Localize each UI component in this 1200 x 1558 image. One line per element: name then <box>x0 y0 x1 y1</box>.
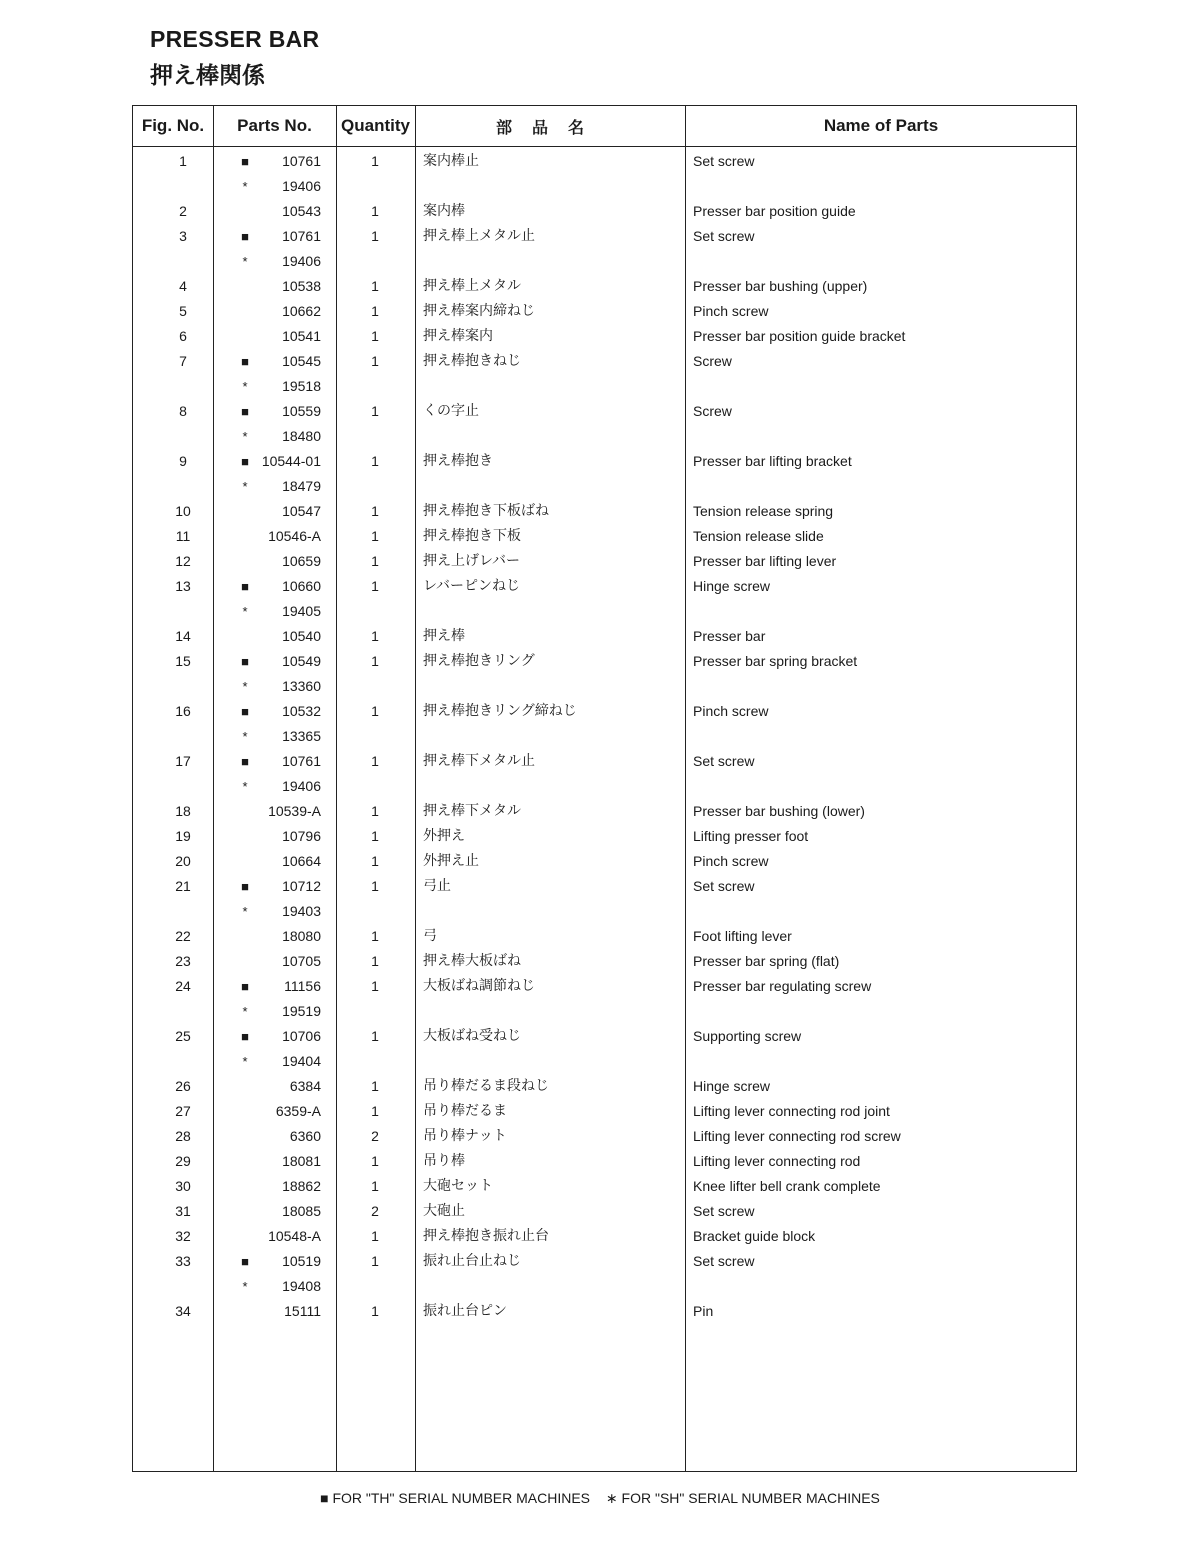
table-row <box>133 499 1076 524</box>
parts-no-cell: 10543 <box>282 203 321 219</box>
table-row <box>133 749 1076 774</box>
parts-no-cell: 10664 <box>282 853 321 869</box>
japanese-name-cell: 大板ばね受ねじ <box>423 1028 521 1044</box>
quantity-cell: 1 <box>371 1153 379 1169</box>
japanese-name-cell: 吊り棒だるま <box>423 1103 507 1119</box>
quantity-cell: 1 <box>371 503 379 519</box>
parts-no-cell: 10712 <box>282 878 321 894</box>
machine-mark-cell: ■ <box>241 1029 249 1044</box>
quantity-cell: 1 <box>371 753 379 769</box>
part-name-cell: Pinch screw <box>693 703 769 719</box>
part-name-cell: Presser bar regulating screw <box>693 978 872 994</box>
japanese-name-cell: レバーピンねじ <box>423 578 521 594</box>
part-name-cell: Screw <box>693 353 732 369</box>
japanese-name-cell: 押え棒案内締ねじ <box>423 303 535 319</box>
japanese-name-cell: 押え棒上メタル止 <box>423 228 535 244</box>
parts-no-cell: 10532 <box>282 703 321 719</box>
table-row <box>133 1174 1076 1199</box>
header-name-of-parts: Name of Parts <box>823 116 939 135</box>
table-row <box>133 1199 1076 1224</box>
table-row <box>133 524 1076 549</box>
parts-no-cell: 10761 <box>282 228 321 244</box>
fig-no-cell: 1 <box>179 153 187 169</box>
parts-no-cell: 10559 <box>282 403 321 419</box>
quantity-cell: 1 <box>371 1178 379 1194</box>
table-row <box>133 1149 1076 1174</box>
japanese-name-cell: 大砲止 <box>423 1203 465 1219</box>
fig-no-cell: 2 <box>179 203 187 219</box>
machine-mark-cell: * <box>242 1054 248 1069</box>
machine-mark-cell: * <box>242 179 248 194</box>
quantity-cell: 1 <box>371 228 379 244</box>
fig-no-cell: 5 <box>179 303 187 319</box>
fig-no-cell: 34 <box>175 1303 191 1319</box>
quantity-cell: 1 <box>371 578 379 594</box>
table-row <box>133 1074 1076 1099</box>
part-name-cell: Supporting screw <box>693 1028 802 1044</box>
machine-mark-cell: * <box>242 729 248 744</box>
parts-no-cell: 10659 <box>282 553 321 569</box>
machine-mark-cell: ■ <box>241 704 249 719</box>
machine-mark-cell: ■ <box>241 1254 249 1269</box>
machine-mark-cell: * <box>242 429 248 444</box>
japanese-name-cell: 押え棒大板ばね <box>423 953 521 969</box>
table-row <box>133 299 1076 324</box>
parts-no-cell: 19408 <box>282 1278 321 1294</box>
japanese-name-cell: 押え棒抱き振れ止台 <box>423 1228 549 1244</box>
part-name-cell: Hinge screw <box>693 578 771 594</box>
parts-no-cell: 10796 <box>282 828 321 844</box>
parts-no-cell: 10548-A <box>268 1228 321 1244</box>
fig-no-cell: 22 <box>175 928 191 944</box>
part-name-cell: Lifting lever connecting rod <box>693 1153 861 1169</box>
quantity-cell: 2 <box>371 1203 379 1219</box>
parts-no-cell: 10547 <box>282 503 321 519</box>
table-row <box>133 374 1076 399</box>
parts-no-cell: 10541 <box>282 328 321 344</box>
quantity-cell: 1 <box>371 403 379 419</box>
machine-mark-cell: * <box>242 779 248 794</box>
header-parts-no: Parts No. <box>237 116 312 135</box>
fig-no-cell: 16 <box>175 703 191 719</box>
parts-no-cell: 10546-A <box>268 528 321 544</box>
table-row <box>133 949 1076 974</box>
parts-no-cell: 10539-A <box>268 803 321 819</box>
table-row <box>133 574 1076 599</box>
machine-mark-cell: * <box>242 604 248 619</box>
fig-no-cell: 31 <box>175 1203 191 1219</box>
fig-no-cell: 25 <box>175 1028 191 1044</box>
table-row <box>133 424 1076 449</box>
header-fig-no: Fig. No. <box>141 116 205 135</box>
part-name-cell: Pinch screw <box>693 853 769 869</box>
part-name-cell: Set screw <box>693 153 755 169</box>
japanese-name-cell: 大板ばね調節ねじ <box>423 978 535 994</box>
japanese-name-cell: 振れ止台ピン <box>423 1303 507 1319</box>
part-name-cell: Screw <box>693 403 732 419</box>
fig-no-cell: 15 <box>175 653 191 669</box>
table-row <box>133 624 1076 649</box>
parts-no-cell: 10545 <box>282 353 321 369</box>
japanese-name-cell: 押え上げレバー <box>423 553 521 569</box>
parts-no-cell: 10660 <box>282 578 321 594</box>
fig-no-cell: 27 <box>175 1103 191 1119</box>
quantity-cell: 1 <box>371 278 379 294</box>
table-row <box>133 849 1076 874</box>
japanese-name-cell: 押え棒抱き下板ばね <box>423 503 549 519</box>
fig-no-cell: 26 <box>175 1078 191 1094</box>
parts-no-cell: 18862 <box>282 1178 321 1194</box>
fig-no-cell: 17 <box>175 753 191 769</box>
japanese-name-cell: 外押え止 <box>423 853 479 869</box>
quantity-cell: 1 <box>371 703 379 719</box>
table-row <box>133 599 1076 624</box>
japanese-name-cell: 押え棒上メタル <box>423 278 521 294</box>
fig-no-cell: 4 <box>179 278 187 294</box>
parts-no-cell: 10706 <box>282 1028 321 1044</box>
footnote-th: ■ FOR "TH" SERIAL NUMBER MACHINES <box>320 1490 591 1506</box>
parts-no-cell: 13365 <box>282 728 321 744</box>
parts-no-cell: 18479 <box>282 478 321 494</box>
japanese-name-cell: 押え棒抱き下板 <box>423 528 521 544</box>
quantity-cell: 1 <box>371 878 379 894</box>
page-title: PRESSER BAR <box>150 26 320 52</box>
table-row <box>133 724 1076 749</box>
fig-no-cell: 14 <box>175 628 191 644</box>
table-row <box>133 824 1076 849</box>
part-name-cell: Presser bar spring bracket <box>693 653 858 669</box>
fig-no-cell: 33 <box>175 1253 191 1269</box>
quantity-cell: 1 <box>371 653 379 669</box>
parts-no-cell: 10705 <box>282 953 321 969</box>
japanese-name-cell: 弓止 <box>423 878 451 894</box>
parts-no-cell: 19405 <box>282 603 321 619</box>
fig-no-cell: 8 <box>179 403 187 419</box>
part-name-cell: Presser bar bushing (lower) <box>693 803 865 819</box>
quantity-cell: 1 <box>371 528 379 544</box>
japanese-name-cell: 押え棒抱き <box>423 453 493 469</box>
japanese-name-cell: 吊り棒 <box>423 1153 465 1169</box>
quantity-cell: 1 <box>371 1028 379 1044</box>
quantity-cell: 1 <box>371 1103 379 1119</box>
quantity-cell: 1 <box>371 328 379 344</box>
parts-no-cell: 19406 <box>282 253 321 269</box>
parts-no-cell: 18085 <box>282 1203 321 1219</box>
part-name-cell: Set screw <box>693 878 755 894</box>
part-name-cell: Hinge screw <box>693 1078 771 1094</box>
quantity-cell: 1 <box>371 1303 379 1319</box>
part-name-cell: Presser bar position guide <box>693 203 856 219</box>
parts-no-cell: 15111 <box>284 1303 321 1319</box>
table-row <box>133 774 1076 799</box>
table-row <box>133 274 1076 299</box>
fig-no-cell: 30 <box>175 1178 191 1194</box>
quantity-cell: 1 <box>371 1078 379 1094</box>
table-row <box>133 349 1076 374</box>
parts-no-cell: 6360 <box>289 1128 321 1144</box>
part-name-cell: Presser bar position guide bracket <box>693 328 906 344</box>
japanese-name-cell: 押え棒 <box>423 628 465 644</box>
part-name-cell: Presser bar lifting bracket <box>693 453 852 469</box>
quantity-cell: 1 <box>371 803 379 819</box>
table-row <box>133 999 1076 1024</box>
part-name-cell: Tension release slide <box>693 528 824 544</box>
japanese-name-cell: 押え棒案内 <box>423 328 493 344</box>
quantity-cell: 1 <box>371 1228 379 1244</box>
table-row <box>133 549 1076 574</box>
parts-no-cell: 19406 <box>282 178 321 194</box>
part-name-cell: Set screw <box>693 228 755 244</box>
table-row <box>133 1024 1076 1049</box>
machine-mark-cell: ■ <box>241 354 249 369</box>
fig-no-cell: 3 <box>179 228 187 244</box>
machine-mark-cell: ■ <box>241 654 249 669</box>
part-name-cell: Foot lifting lever <box>693 928 792 944</box>
table-row <box>133 974 1076 999</box>
fig-no-cell: 10 <box>175 503 191 519</box>
fig-no-cell: 21 <box>175 878 191 894</box>
parts-no-cell: 10549 <box>282 653 321 669</box>
fig-no-cell: 18 <box>175 803 191 819</box>
japanese-name-cell: 吊り棒だるま段ねじ <box>423 1078 549 1094</box>
table-row <box>133 1249 1076 1274</box>
table-row <box>133 649 1076 674</box>
machine-mark-cell: * <box>242 1279 248 1294</box>
table-row <box>133 1099 1076 1124</box>
table-row <box>133 249 1076 274</box>
header-divider <box>133 146 1076 147</box>
japanese-name-cell: 案内棒止 <box>423 153 479 169</box>
japanese-name-cell: 押え棒抱きリング <box>423 653 535 669</box>
quantity-cell: 1 <box>371 853 379 869</box>
table-row <box>133 449 1076 474</box>
fig-no-cell: 6 <box>179 328 187 344</box>
machine-mark-cell: ■ <box>241 154 249 169</box>
japanese-name-cell: 吊り棒ナット <box>423 1128 507 1144</box>
machine-mark-cell: * <box>242 479 248 494</box>
part-name-cell: Bracket guide block <box>693 1228 816 1244</box>
quantity-cell: 1 <box>371 453 379 469</box>
fig-no-cell: 29 <box>175 1153 191 1169</box>
table-row <box>133 699 1076 724</box>
footnote <box>0 1490 1200 1507</box>
japanese-name-cell: 押え棒下メタル <box>423 803 521 819</box>
parts-no-cell: 11156 <box>284 978 321 994</box>
table-row <box>133 174 1076 199</box>
part-name-cell: Knee lifter bell crank complete <box>693 1178 881 1194</box>
parts-no-cell: 19519 <box>282 1003 321 1019</box>
parts-no-cell: 18080 <box>282 928 321 944</box>
parts-no-cell: 10540 <box>282 628 321 644</box>
table-row <box>133 224 1076 249</box>
part-name-cell: Lifting presser foot <box>693 828 809 844</box>
parts-table <box>132 105 1077 1472</box>
parts-no-cell: 19406 <box>282 778 321 794</box>
fig-no-cell: 13 <box>175 578 191 594</box>
table-row <box>133 1274 1076 1299</box>
table-row <box>133 1049 1076 1074</box>
table-row <box>133 1124 1076 1149</box>
parts-no-cell: 10761 <box>282 153 321 169</box>
header-quantity: Quantity <box>341 116 410 135</box>
machine-mark-cell: ■ <box>241 454 249 469</box>
machine-mark-cell: ■ <box>241 879 249 894</box>
fig-no-cell: 9 <box>179 453 187 469</box>
part-name-cell: Pin <box>693 1303 714 1319</box>
parts-no-cell: 10519 <box>282 1253 321 1269</box>
part-name-cell: Set screw <box>693 1203 755 1219</box>
machine-mark-cell: * <box>242 1004 248 1019</box>
parts-no-cell: 6359-A <box>275 1103 321 1119</box>
part-name-cell: Set screw <box>693 753 755 769</box>
japanese-name-cell: 押え棒抱きリング締ねじ <box>423 703 577 719</box>
part-name-cell: Pinch screw <box>693 303 769 319</box>
quantity-cell: 1 <box>371 303 379 319</box>
quantity-cell: 2 <box>371 1128 379 1144</box>
fig-no-cell: 24 <box>175 978 191 994</box>
machine-mark-cell: ■ <box>241 229 249 244</box>
fig-no-cell: 20 <box>175 853 191 869</box>
parts-no-cell: 18480 <box>282 428 321 444</box>
parts-no-cell: 10761 <box>282 753 321 769</box>
japanese-name-cell: くの字止 <box>423 403 479 419</box>
machine-mark-cell: ■ <box>241 979 249 994</box>
header-japanese-name: 部品名 <box>495 117 604 137</box>
machine-mark-cell: ■ <box>241 579 249 594</box>
fig-no-cell: 7 <box>179 353 187 369</box>
table-row <box>133 199 1076 224</box>
part-name-cell: Presser bar bushing (upper) <box>693 278 868 294</box>
machine-mark-cell: ■ <box>241 754 249 769</box>
footnote-sh: ∗ FOR "SH" SERIAL NUMBER MACHINES <box>605 1490 880 1506</box>
table-row <box>133 324 1076 349</box>
quantity-cell: 1 <box>371 203 379 219</box>
parts-no-cell: 18081 <box>282 1153 321 1169</box>
part-name-cell: Tension release spring <box>693 503 834 519</box>
fig-no-cell: 32 <box>175 1228 191 1244</box>
quantity-cell: 1 <box>371 978 379 994</box>
quantity-cell: 1 <box>371 153 379 169</box>
quantity-cell: 1 <box>371 1253 379 1269</box>
machine-mark-cell: * <box>242 904 248 919</box>
parts-no-cell: 10544-01 <box>261 453 321 469</box>
parts-no-cell: 19404 <box>282 1053 321 1069</box>
parts-no-cell: 6384 <box>289 1078 321 1094</box>
table-row <box>133 924 1076 949</box>
fig-no-cell: 11 <box>175 528 191 544</box>
quantity-cell: 1 <box>371 953 379 969</box>
quantity-cell: 1 <box>371 628 379 644</box>
table-row <box>133 474 1076 499</box>
quantity-cell: 1 <box>371 828 379 844</box>
japanese-name-cell: 外押え <box>423 828 465 844</box>
parts-no-cell: 19518 <box>282 378 321 394</box>
japanese-name-cell: 振れ止台止ねじ <box>423 1253 521 1269</box>
quantity-cell: 1 <box>371 928 379 944</box>
japanese-name-cell: 弓 <box>423 928 437 944</box>
part-name-cell: Presser bar <box>693 628 766 644</box>
fig-no-cell: 12 <box>175 553 191 569</box>
parts-no-cell: 19403 <box>282 903 321 919</box>
part-name-cell: Lifting lever connecting rod screw <box>693 1128 901 1144</box>
japanese-name-cell: 押え棒抱きねじ <box>423 353 521 369</box>
part-name-cell: Presser bar spring (flat) <box>693 953 840 969</box>
machine-mark-cell: * <box>242 254 248 269</box>
table-row <box>133 674 1076 699</box>
parts-no-cell: 10538 <box>282 278 321 294</box>
table-row <box>133 1299 1076 1324</box>
table-row <box>133 899 1076 924</box>
quantity-cell: 1 <box>371 353 379 369</box>
japanese-name-cell: 押え棒下メタル止 <box>423 753 535 769</box>
table-row <box>133 1224 1076 1249</box>
machine-mark-cell: ■ <box>241 404 249 419</box>
machine-mark-cell: * <box>242 679 248 694</box>
part-name-cell: Set screw <box>693 1253 755 1269</box>
japanese-name-cell: 大砲セット <box>423 1178 493 1194</box>
table-row <box>133 399 1076 424</box>
table-row <box>133 799 1076 824</box>
fig-no-cell: 23 <box>175 953 191 969</box>
japanese-name-cell: 案内棒 <box>423 203 465 219</box>
machine-mark-cell: * <box>242 379 248 394</box>
table-row <box>133 874 1076 899</box>
fig-no-cell: 28 <box>175 1128 191 1144</box>
part-name-cell: Lifting lever connecting rod joint <box>693 1103 890 1119</box>
table-row <box>133 149 1076 174</box>
quantity-cell: 1 <box>371 553 379 569</box>
fig-no-cell: 19 <box>175 828 191 844</box>
parts-no-cell: 13360 <box>282 678 321 694</box>
page-title-japanese: 押え棒関係 <box>150 63 265 89</box>
parts-no-cell: 10662 <box>282 303 321 319</box>
part-name-cell: Presser bar lifting lever <box>693 553 837 569</box>
